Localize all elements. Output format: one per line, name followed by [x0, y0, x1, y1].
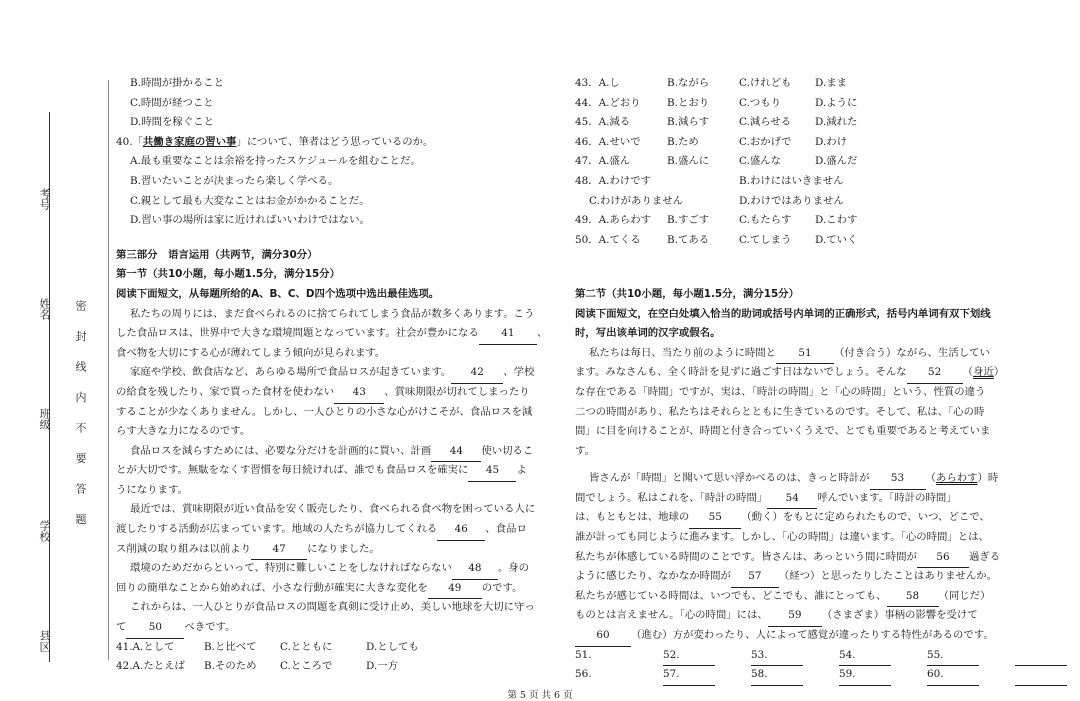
passage-line: 間」に目を向けることが、時間と付き合っていくうえで、とても重要であると考えていま — [575, 425, 991, 438]
passage-line: 私たちは毎日、当たり前のように時間と 51 （付き合う）ながら、生活してい — [575, 344, 1023, 364]
blank-53[interactable]: 53 — [870, 469, 926, 490]
passage-line: の給食を残したり、家で買った食材を使わない 43 、賞味期限が切れてしまったり — [116, 383, 558, 403]
answer-56[interactable]: 56. — [575, 665, 663, 685]
option-40-d: D.習い事の場所は家に近ければいいわけではない。 — [130, 214, 370, 227]
blank-41[interactable]: 41 — [479, 324, 537, 345]
blank-44[interactable]: 44 — [431, 442, 481, 463]
answer-58[interactable]: 58. — [751, 665, 839, 685]
option-43-d[interactable]: D.まま — [815, 77, 848, 89]
blank-52[interactable]: 52 — [907, 363, 963, 384]
option-46-d[interactable]: D.わけ — [815, 135, 848, 148]
passage-line: 皆さんが「時間」と聞いて思い浮かべるのは、きっと時計が 53 （あらわす）時 — [575, 469, 1023, 489]
seal-note: 密 封 线 内 不 要 答 题 — [74, 300, 87, 533]
section2-instructions: 阅读下面短文，在空白处填入恰当的助词或括号内单词的正确形式，括号内单词有双下划线 — [575, 307, 991, 320]
right-column — [575, 74, 1023, 685]
passage-line: 60 （進む）方が変わったり、人によって感覚が違ったりする特性があるのです。 — [575, 626, 1023, 646]
option-44-a[interactable]: 44．A.どおり — [575, 96, 641, 109]
section1-instructions: 阅读下面短文，从每题所给的A、B、C、D四个选项中选出最佳选项。 — [116, 287, 440, 300]
q40-prefix: 40.「 — [116, 135, 143, 148]
passage-line: 回りの簡単なことから始めれば、小さな行動が確実に大きな変化を 49 のです。 — [116, 579, 558, 599]
passage-line: 環境のためだからといって、特別に難しいことをしなければならない 48 。身の — [116, 559, 558, 579]
passage-line: 私たちの周りには、まだ食べられるのに捨てられてしまう食品が数多くあります。こう — [130, 307, 535, 320]
option-39-c: C.時間が経つこと — [130, 96, 214, 109]
passage-line: らす大きな力になるのです。 — [116, 425, 251, 438]
school-label: 学校 — [38, 520, 51, 542]
options-43 — [575, 74, 1023, 94]
q40-suffix: 」について、筆者はどう思っているのか。 — [236, 135, 434, 148]
name-label: 姓名 — [38, 298, 51, 320]
option-47-b[interactable]: B.盛んに — [667, 155, 710, 168]
options-48-ab — [575, 172, 1023, 192]
option-49-c[interactable]: C.もたらす — [739, 214, 792, 227]
option-50-b[interactable]: B.てある — [667, 233, 710, 246]
option-50-c[interactable]: C.てしまう — [739, 233, 792, 246]
option-47-a[interactable]: 47．A.盛ん — [575, 155, 631, 168]
option-42-d[interactable]: D.一方 — [366, 660, 399, 673]
passage-line: ものとは言えません。「心の時間」には、 59 （さまざま）事柄の影響を受けて — [575, 606, 1023, 626]
option-45-c[interactable]: C.減らせる — [739, 116, 792, 129]
passage-line: 二つの時間があり、私たちはそれらとともに生きているのです。そして、私は、「心の時 — [575, 405, 985, 418]
option-47-c[interactable]: C.盛んな — [739, 155, 782, 168]
blank-60[interactable]: 60 — [575, 626, 631, 647]
option-45-d[interactable]: D.減れた — [815, 116, 858, 129]
passage-line: 誰が計っても同じように進みます。しかし、「心の時間」は違います。「心の時間」とは、 — [575, 531, 989, 544]
option-49-d[interactable]: D.こわす — [815, 214, 858, 227]
options-50 — [575, 231, 1023, 251]
class-label: 班级 — [38, 408, 51, 430]
word-arawasu: あらわす — [935, 472, 978, 485]
option-50-d[interactable]: D.ていく — [815, 233, 858, 246]
option-44-d[interactable]: D.ように — [815, 96, 858, 109]
option-41-d[interactable]: D.としても — [366, 640, 419, 653]
blank-56[interactable]: 56 — [917, 548, 969, 569]
option-39-b: B.時間が掛かること — [130, 77, 225, 89]
passage-line: は、もともとは、地球の 55 （動く）をもとに定められたもので、いつ、どこで、 — [575, 508, 1023, 528]
blank-47[interactable]: 47 — [251, 540, 307, 561]
section1-heading: 第一节（共10小题，每小题1.5分，满分15分） — [116, 268, 340, 281]
q40-underlined-term: 共働き家庭の習い事 — [142, 135, 237, 148]
passage-line: うになります。 — [116, 483, 188, 496]
options-41 — [116, 638, 558, 658]
passage-line: て 50 べきです。 — [116, 618, 558, 638]
question-40 — [116, 133, 558, 153]
blank-42[interactable]: 42 — [451, 363, 503, 384]
answer-57[interactable]: 57. — [663, 665, 751, 685]
passage-line: な存在である「時間」ですが、実は、「時計の時間」と「心の時間」という、性質の違う — [575, 385, 986, 398]
answer-52[interactable]: 52. — [663, 646, 751, 666]
option-47-d[interactable]: D.盛んだ — [815, 155, 858, 168]
blank-50[interactable]: 50 — [126, 618, 184, 639]
answer-60[interactable]: 60. — [927, 665, 1015, 685]
page-footer: 第 5 页 共 6 页 — [507, 690, 573, 701]
passage-line: することが少なくありません。しかし、一人ひとりの小さな心がけこそが、食品ロスを減 — [116, 405, 533, 418]
option-40-c: C.親として最も大変なことはお金がかかることだ。 — [130, 194, 370, 207]
option-43-b[interactable]: B.ながら — [667, 77, 710, 89]
section2-instructions-cont: 时，写出该单词的汉字或假名。 — [575, 327, 721, 340]
option-43-c[interactable]: C.けれども — [739, 77, 792, 89]
answer-55[interactable]: 55. — [927, 646, 1015, 666]
option-42-c[interactable]: C.ところで — [280, 660, 333, 673]
blank-45[interactable]: 45 — [468, 461, 516, 482]
option-46-c[interactable]: C.おかげで — [739, 135, 792, 148]
options-44 — [575, 94, 1023, 114]
option-49-b[interactable]: B.すごす — [667, 214, 710, 227]
options-47 — [575, 152, 1023, 172]
option-45-a[interactable]: 45．A.減る — [575, 116, 631, 129]
option-39-d: D.時間を稼ぐこと — [130, 116, 214, 129]
binding-margin — [0, 0, 112, 701]
answer-54[interactable]: 54. — [839, 646, 927, 666]
blank-54[interactable]: 54 — [767, 489, 817, 510]
passage-line: 渡したりする活動が広まっています。地域の人たちが協力してくれる 46 、食品ロ — [116, 520, 558, 540]
district-label: 县区 — [38, 630, 51, 652]
answer-row-2 — [575, 665, 1023, 685]
passage-line: 私たちが感じている時間は、いつでも、どこでも、誰にとっても、 58 （同じだ） — [575, 587, 1023, 607]
blank-51[interactable]: 51 — [776, 344, 834, 365]
options-46 — [575, 133, 1023, 153]
passage-line: 食品ロスを減らすためには、必要な分だけを計画的に買い、計画 44 使い切るこ — [116, 442, 558, 462]
answer-51[interactable]: 51. — [575, 646, 663, 666]
options-48-cd — [575, 192, 1023, 212]
option-48-d[interactable]: D.わけではありません — [739, 194, 844, 207]
option-41-b[interactable]: B.と比べて — [204, 640, 257, 653]
option-49-a[interactable]: 49．A.あらわす — [575, 214, 651, 227]
options-45 — [575, 113, 1023, 133]
blank-48[interactable]: 48 — [452, 559, 498, 580]
option-44-b[interactable]: B.とおり — [667, 96, 710, 109]
option-42-b[interactable]: B.そのため — [204, 660, 257, 673]
passage-line: 私たちが体感している時間のことです。皆さんは、あっという間に時間が 56 過ぎる — [575, 548, 1023, 568]
passage-line: 家庭や学校、飲食店など、あらゆる場所で食品ロスが起きています。 42 、学校 — [116, 363, 558, 383]
option-44-c[interactable]: C.つもり — [739, 96, 782, 109]
option-43-a[interactable]: 43．A.し — [575, 77, 620, 89]
section2-heading: 第二节（共10小题，每小题1.5分，满分15分） — [575, 287, 799, 300]
option-50-a[interactable]: 50．A.てくる — [575, 233, 641, 246]
answer-row-1 — [575, 646, 1023, 666]
passage-line: 食べ物を大切にする心が薄れてしまう傾向が見られます。 — [116, 346, 386, 359]
blank-59[interactable]: 59 — [768, 606, 822, 627]
blank-46[interactable]: 46 — [437, 520, 485, 541]
option-48-a[interactable]: 48．A.わけです — [575, 174, 651, 187]
passage-line: ます。みなさんも、全く時計を見ずに過ごす日はないでしょう。そんな 52 （身近） — [575, 363, 1023, 383]
option-40-a: A.最も重要なことは余裕を持ったスケジュールを組むことだ。 — [130, 155, 421, 168]
passage-line: した食品ロスは、世界中で大きな環境問題となっています。社会が豊かになる 41 、 — [116, 324, 558, 344]
passage-line: ように感じたり、なかなか時間が 57 （経つ）と思ったりしたことはありませんか。 — [575, 567, 1023, 587]
option-46-a[interactable]: 46．A.せいで — [575, 135, 641, 148]
passage-line: す。 — [575, 444, 595, 457]
passage-line: これからは、一人ひとりが食品ロスの問題を真剣に受け止め、美しい地球を大切に守っ — [130, 601, 535, 614]
option-42-a[interactable]: 42.A.たとえば — [116, 660, 185, 673]
options-49 — [575, 211, 1023, 231]
option-40-b: B.習いたいことが決まったら楽しく学べる。 — [130, 174, 339, 187]
passage-line: とが大切です。無駄をなくす習慣を毎日続ければ、誰でも食品ロスを確実に 45 よ — [116, 461, 558, 481]
answer-59[interactable]: 59. — [839, 665, 927, 685]
options-42 — [116, 657, 558, 677]
passage-line: ス削減の取り組みは以前より 47 になりました。 — [116, 540, 558, 560]
part3-heading: 第三部分 语言运用（共两节，满分30分） — [116, 248, 318, 261]
option-41-c[interactable]: C.とともに — [280, 640, 333, 653]
blank-58[interactable]: 58 — [887, 587, 939, 608]
left-column — [116, 74, 558, 677]
exam-no-label: 考号 — [38, 188, 51, 210]
option-41-a[interactable]: 41.A.として — [116, 640, 175, 653]
option-48-c[interactable]: C.わけがありません — [589, 194, 684, 207]
answer-53[interactable]: 53. — [751, 646, 839, 666]
blank-43[interactable]: 43 — [334, 383, 384, 404]
passage-line: 間でしょう。私はこれを、「時計の時間」 54 呼んでいます。「時計の時間」 — [575, 489, 1023, 509]
blank-55[interactable]: 55 — [689, 508, 741, 529]
margin-rule-inner — [108, 80, 109, 660]
option-45-b[interactable]: B.減らす — [667, 116, 710, 129]
passage-line: 最近では、賞味期限が近い食品を安く販売したり、食べられる食べ物を困っている人に — [130, 503, 536, 516]
word-mijika: 身近 — [973, 366, 994, 379]
option-46-b[interactable]: B.ため — [667, 135, 699, 148]
blank-49[interactable]: 49 — [428, 579, 482, 600]
blank-57[interactable]: 57 — [731, 567, 779, 588]
option-48-b[interactable]: B.わけにはいきません — [739, 174, 844, 187]
